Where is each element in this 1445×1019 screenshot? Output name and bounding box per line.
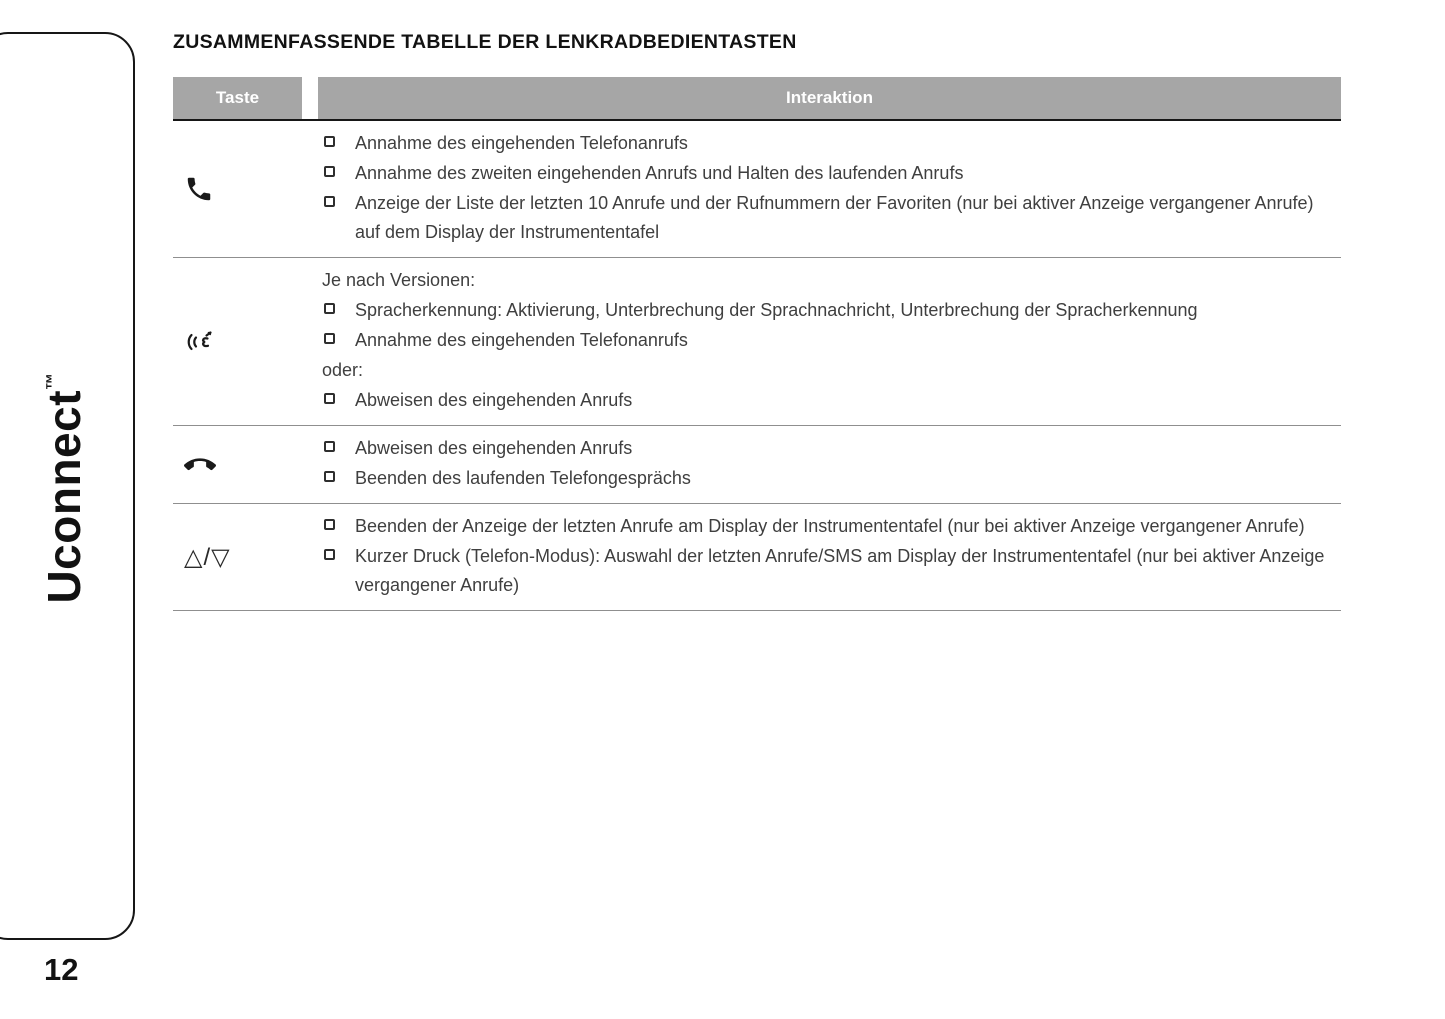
list-item (322, 356, 1327, 385)
list-item-text: Abweisen des eingehenden Anrufs (355, 390, 633, 410)
key-cell (173, 121, 318, 257)
list-item-text: Annahme des eingehenden Telefonanrufs (355, 133, 688, 153)
list-item (322, 542, 1327, 600)
trademark-symbol: ™ (43, 372, 62, 390)
table-row (173, 504, 1341, 611)
chapter-label-text: Uconnect (38, 389, 90, 604)
list-item-text: Annahme des zweiten eingehenden Anrufs und Halten des laufenden Anrufs (355, 163, 964, 183)
list-item-text: Je nach Versionen: (322, 270, 476, 290)
square-bullet-icon (324, 549, 335, 560)
list-item (322, 296, 1327, 325)
key-cell (173, 426, 318, 503)
table-row (173, 121, 1341, 258)
header-gap (302, 77, 318, 119)
interaction-cell (318, 504, 1341, 610)
square-bullet-icon (324, 393, 335, 404)
phone-hangup-icon (184, 449, 216, 481)
page-title: ZUSAMMENFASSENDE TABELLE DER LENKRADBEDIENTASTEN (173, 31, 797, 53)
list-item (322, 512, 1327, 541)
steering-wheel-buttons-table (173, 77, 1341, 611)
square-bullet-icon (324, 333, 335, 344)
square-bullet-icon (324, 471, 335, 482)
list-item-text: Beenden der Anzeige der letzten Anrufe am Display der Instrumententafel (nur bei aktiver Anzeige vergangener Anrufe) (355, 516, 1305, 536)
voice-recognition-icon (184, 326, 216, 358)
list-item-text: Spracherkennung: Aktivierung, Unterbrechung der Sprachnachricht, Unterbrechung der Spracherkennung (355, 300, 1198, 320)
list-item (322, 326, 1327, 355)
list-item-text: Kurzer Druck (Telefon-Modus): Auswahl der letzten Anrufe/SMS am Display der Instrumententafel (nur bei aktiver Anzeige vergangener Anrufe) (355, 546, 1325, 595)
list-item-text: Annahme des eingehenden Telefonanrufs (355, 330, 688, 350)
list-item-text: oder: (322, 360, 364, 380)
interaction-cell (318, 426, 1341, 503)
interaction-cell (318, 121, 1341, 257)
list-item (322, 464, 1327, 493)
table-row (173, 426, 1341, 504)
list-item (322, 434, 1327, 463)
header-taste: Taste (173, 77, 302, 119)
list-item (322, 159, 1327, 188)
table-header-row (173, 77, 1341, 121)
table-row (173, 258, 1341, 426)
square-bullet-icon (324, 166, 335, 177)
list-item (322, 189, 1327, 247)
list-item-text: Abweisen des eingehenden Anrufs (355, 438, 633, 458)
phone-answer-icon (184, 174, 214, 204)
up-down-arrows-icon: △/▽ (184, 543, 231, 571)
interaction-cell (318, 258, 1341, 425)
page-number: 12 (44, 952, 79, 987)
list-item (322, 266, 1327, 295)
list-item-text: Anzeige der Liste der letzten 10 Anrufe und der Rufnummern der Favoriten (nur bei aktiver Anzeige vergangener Anrufe) auf dem Display der Instrumententafel (355, 193, 1314, 242)
header-interaktion: Interaktion (318, 77, 1341, 119)
key-cell (173, 258, 318, 425)
list-item-text: Beenden des laufenden Telefongesprächs (355, 468, 691, 488)
key-cell (173, 504, 318, 610)
square-bullet-icon (324, 196, 335, 207)
chapter-label (37, 372, 91, 603)
square-bullet-icon (324, 136, 335, 147)
list-item (322, 386, 1327, 415)
list-item (322, 129, 1327, 158)
square-bullet-icon (324, 441, 335, 452)
square-bullet-icon (324, 519, 335, 530)
square-bullet-icon (324, 303, 335, 314)
